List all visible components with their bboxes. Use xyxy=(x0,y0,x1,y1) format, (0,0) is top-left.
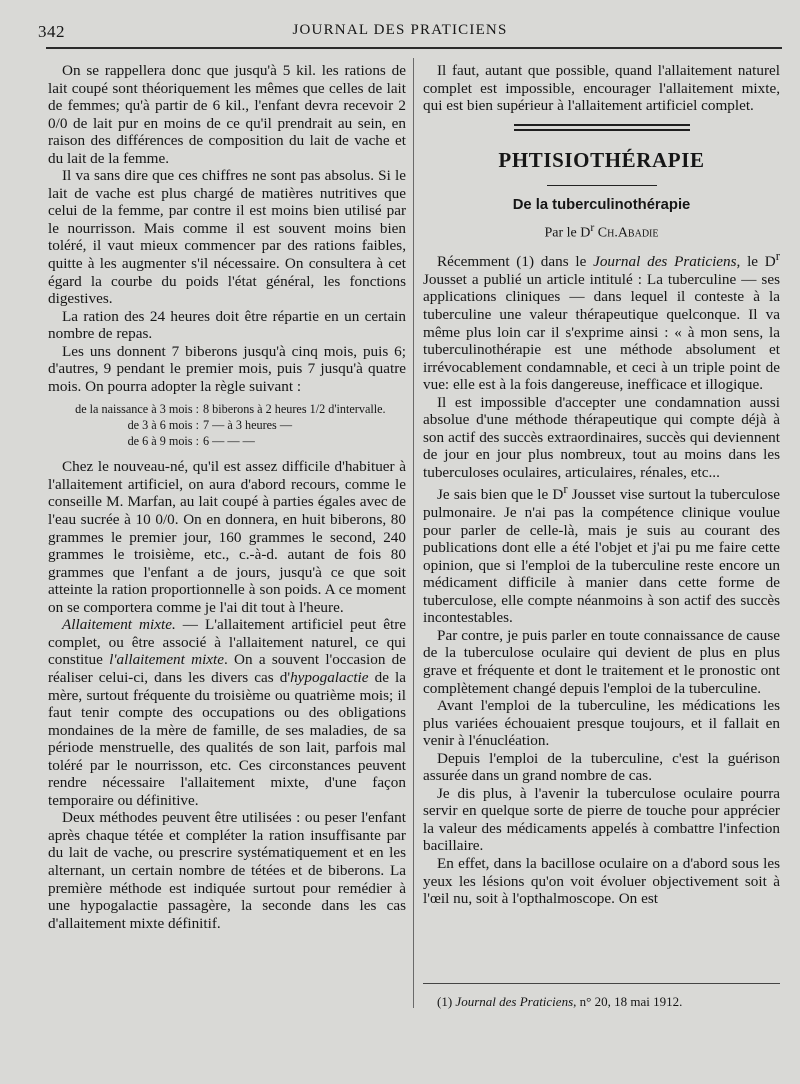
byline: Par le $D^r$ Ch.Abadie xyxy=(544,220,659,241)
feeding-rule: 6 — — — xyxy=(203,434,255,449)
paragraph: Allaitement mixte. — L'allaitement artificiel peut être complet, ou être associé à l'allaitement naturel, ce qui constitue l'allaitement mixte. On a souvent l'occasion de réaliser celui-ci, dans les divers cas d'hypogalactie de la mère, surtout fréquente du troisième ou quatrième mois; il faut tenir compte des occupations ou des obligations mondaines de la mère de famille, de ses maladies, de sa période menstruelle, des qualités de son lait, parfois mal toléré par le nourrisson, etc. Ces circonstances peuvent rendre nécessaire l'allaitement mixte, d'une façon temporaire ou définitive. xyxy=(48,616,406,809)
paragraph: En effet, dans la bacillose oculaire on a d'abord sous les yeux les lésions qu'on voit évoluer objectivement soit à l'œil nu, soit à l'opthalmoscope. On est xyxy=(423,855,780,908)
paragraph: Il va sans dire que ces chiffres ne sont pas absolus. Si le lait de vache est plus chargé de matières nutritives que celui de la femme, par contre il est moins bien utilisé par le nourrisson. Mais comme il est souvent moins bien toléré, il vaut mieux commencer par des rations faibles, quitte à les augmenter s'il nécessaire. On consultera à cet égard la courbe du poids l'état général, les fonctions digestives. xyxy=(48,167,406,308)
running-title: JOURNAL DES PRATICIENS xyxy=(292,22,508,38)
feeding-rule: 8 biberons à 2 heures 1/2 d'intervalle. xyxy=(203,402,386,417)
age-range: de 6 à 9 mois : xyxy=(127,434,199,449)
feeding-rule: 7 — à 3 heures — xyxy=(203,418,293,433)
feeding-schedule-row xyxy=(48,401,406,417)
header-rule xyxy=(46,47,782,49)
paragraph: Il est impossible d'accepter une condamnation aussi absolue d'une méthode thérapeutique qui compte déjà à son actif des succès extraordinaires, succès qui deviennent de jour en jour plus nombreux, tout au moins dans les tuberculoses oculaires, articulaires, rénales, etc... xyxy=(423,393,780,481)
paragraph: Il faut, autant que possible, quand l'allaitement naturel complet est impossible, encourager l'allaitement mixte, qui est bien supérieur à l'allaitement artificiel complet. xyxy=(423,62,780,115)
column-divider xyxy=(413,58,414,1008)
footnote-source: Journal des Praticiens xyxy=(455,994,574,1009)
age-range: de 3 à 6 mois : xyxy=(127,418,199,433)
paragraph: Je sais bien que le $D^r$ Jousset vise surtout la tuberculose pulmonaire. Je n'ai pas la compétence clinique voulue pour parler de celle-là, mais je suis au courant des publications dont elle a été l'objet et j'ai pu me faire cette opinion, que si l'emploi de la tuberculine reste encore un médicament difficile à manier dans cette forme de tuberculose, elle compte néanmoins à son actif des succès incontestables. xyxy=(423,482,780,627)
paragraph: On se rappellera donc que jusqu'à 5 kil. les rations de lait coupé sont théoriquement les mêmes que celles de lait de femmes; qu'à partir de 6 kil., l'enfant devra recevoir 2 0/0 de lait pur en moins de ce qu'il prendrait au sein, en raison des différences de composition du lait de vache et du lait de la femme. xyxy=(48,62,406,167)
age-range: de la naissance à 3 mois : xyxy=(75,402,199,417)
paragraph: Deux méthodes peuvent être utilisées : ou peser l'enfant après chaque tétée et compléter la ration insuffisante par du lait de vache, ou prescrire systématiquement et en les alternant, un certain nombre de tétées et de biberons. La première méthode est indiquée surtout pour remédier à une hypogalactie passagère, la seconde dans les cas d'allaitement mixte définitif. xyxy=(48,809,406,932)
paragraph: Les uns donnent 7 biberons jusqu'à cinq mois, puis 6; d'autres, 9 pendant le premier mois, puis 7 jusqu'à quatre mois. On pourra adopter la règle suivant : xyxy=(48,342,406,395)
right-column xyxy=(423,62,780,908)
footnote: (1) Journal des Praticiens, n° 20, 18 mai 1912. xyxy=(437,994,683,1009)
paragraph: Chez le nouveau-né, qu'il est assez difficile d'habituer à l'allaitement artificiel, on aura d'abord recours, comme le conseille M. Marfan, au lait coupé à parties égales avec de l'eau sucrée à 10 0/0. On en donnera, en huit biberons, 80 grammes le premier jour, 160 grammes le second, 240 grammes le troisième, etc., c.-à-d. autant de fois 80 grammes que l'enfant a de jours, jusqu'à ce que soit atteinte la ration proportionnelle à son poids. A ce moment on se comportera comme je l'ai dit tout à l'heure. xyxy=(48,458,406,616)
left-column xyxy=(48,62,406,932)
author-name: Ch.Abadie xyxy=(597,225,659,241)
feeding-schedule-row xyxy=(48,433,406,449)
paragraph: La ration des 24 heures doit être répartie en un certain nombre de repas. xyxy=(48,307,406,343)
section-title: PHTISIOTHÉRAPIE xyxy=(498,147,705,172)
feeding-schedule-table xyxy=(48,401,406,449)
paragraph: Je dis plus, à l'avenir la tuberculose oculaire pourra servir en quelque sorte de pierre de touche pour apprécier la valeur des médicaments appelés à combattre l'infection bacillaire. xyxy=(423,784,780,855)
paragraph: Par contre, je puis parler en toute connaissance de cause de la tuberculose oculaire qui devient de plus en plus grave et fréquente et dont le traitement et le pronostic ont complètement changé depuis l'emploi de la tuberculine. xyxy=(423,626,780,697)
page-number: 342 xyxy=(38,22,65,41)
section-separator xyxy=(514,124,690,132)
article-title: De la tuberculinothérapie xyxy=(512,196,691,213)
paragraph: Depuis l'emploi de la tuberculine, c'est la guérison assurée dans un grand nombre de cas. xyxy=(423,749,780,785)
footnote-rule xyxy=(423,983,780,984)
feeding-schedule-row xyxy=(48,417,406,433)
page-header xyxy=(0,22,800,48)
subsection-lead: Allaitement mixte. xyxy=(62,616,176,634)
title-underline xyxy=(547,185,657,186)
paragraph: Avant l'emploi de la tuberculine, les médications les plus variées échouaient presque toujours, et il fallait en venir à l'énucléation. xyxy=(423,697,780,750)
paragraph: Récemment (1) dans le Journal des Praticiens, le $D^r$ Jousset a publié un article intitulé : La tuberculine — ses applications cliniques — dans lequel il conteste à la tuberculine une valeur thérapeutique quelconque. Il va même plus loin car il s'exprime ainsi : « à mon sens, la tuberculinothérapie est une méthode absolument et irrévocablement condamnable, et ceci à un triple point de vue: elle est à la fois dangereuse, inefficace et illogique. xyxy=(423,249,780,394)
